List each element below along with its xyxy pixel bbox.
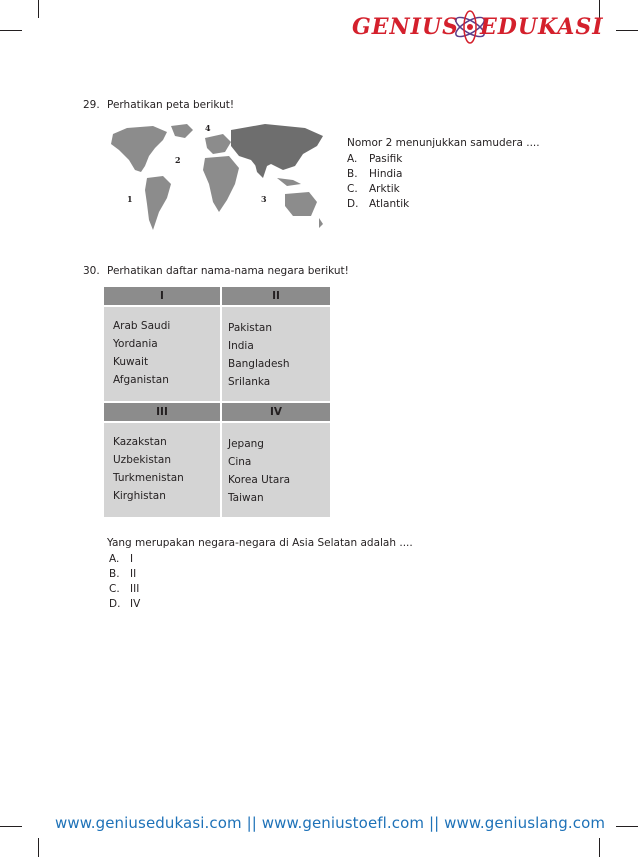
option-letter: B. [109, 568, 120, 580]
footer-links[interactable]: www.geniusedukasi.com || www.geniustoefl.com || www.geniuslang.com [55, 814, 606, 832]
country-name: Srilanka [228, 376, 271, 388]
crop-mark [38, 0, 39, 18]
country-name: Cina [228, 456, 252, 468]
crop-mark [0, 826, 22, 827]
brand-logo [352, 10, 602, 44]
table-header-iii: III [104, 403, 220, 421]
map-label-1: 1 [127, 194, 133, 204]
table-cell-group-i [104, 307, 220, 401]
option-text[interactable]: IV [130, 598, 141, 610]
country-name: Yordania [113, 338, 158, 350]
crop-mark [0, 30, 22, 31]
country-name: Bangladesh [228, 358, 290, 370]
table-header-ii: II [222, 287, 330, 305]
question-text: Perhatikan peta berikut! [107, 99, 235, 111]
option-text[interactable]: I [130, 553, 134, 565]
country-name: Korea Utara [228, 474, 291, 486]
table-cell-group-iii [104, 423, 220, 517]
crop-mark [599, 838, 600, 857]
country-name: Arab Saudi [113, 320, 171, 332]
crop-mark [616, 30, 638, 31]
map-label-3: 3 [261, 194, 267, 204]
crop-mark [616, 826, 638, 827]
map-label-4: 4 [205, 123, 211, 133]
table-header-iv: IV [222, 403, 330, 421]
question-prompt: Nomor 2 menunjukkan samudera .... [347, 137, 540, 149]
question-number: 30. [83, 265, 100, 277]
country-name: Afganistan [113, 374, 169, 386]
option-letter: B. [347, 168, 358, 180]
option-text[interactable]: Atlantik [369, 198, 410, 210]
country-name: Pakistan [228, 322, 272, 334]
question-number: 29. [83, 99, 100, 111]
logo-word-edukasi: EDUKASI [480, 14, 604, 40]
question-prompt: Yang merupakan negara-negara di Asia Selatan adalah .... [107, 537, 413, 549]
option-letter: C. [347, 183, 358, 195]
country-name: Kazakstan [113, 436, 167, 448]
table-header-i: I [104, 287, 220, 305]
world-map [105, 120, 327, 235]
option-letter: C. [109, 583, 120, 595]
option-letter: D. [347, 198, 359, 210]
option-text[interactable]: II [130, 568, 137, 580]
option-text[interactable]: Arktik [369, 183, 400, 195]
table-cell-group-ii [222, 307, 330, 401]
country-name: Uzbekistan [113, 454, 171, 466]
table-cell-group-iv [222, 423, 330, 517]
country-name: India [228, 340, 254, 352]
crop-mark [38, 838, 39, 857]
option-text[interactable]: III [130, 583, 140, 595]
country-name: Jepang [228, 438, 264, 450]
country-name: Taiwan [228, 492, 264, 504]
option-text[interactable]: Hindia [369, 168, 403, 180]
option-letter: D. [109, 598, 121, 610]
option-letter: A. [347, 153, 358, 165]
option-letter: A. [109, 553, 120, 565]
option-text[interactable]: Pasifik [369, 153, 403, 165]
country-name: Kirghistan [113, 490, 166, 502]
question-text: Perhatikan daftar nama-nama negara berikut! [107, 265, 349, 277]
country-name: Kuwait [113, 356, 149, 368]
logo-word-genius: GENIUS [352, 14, 460, 40]
map-label-2: 2 [175, 155, 181, 165]
country-name: Turkmenistan [113, 472, 184, 484]
